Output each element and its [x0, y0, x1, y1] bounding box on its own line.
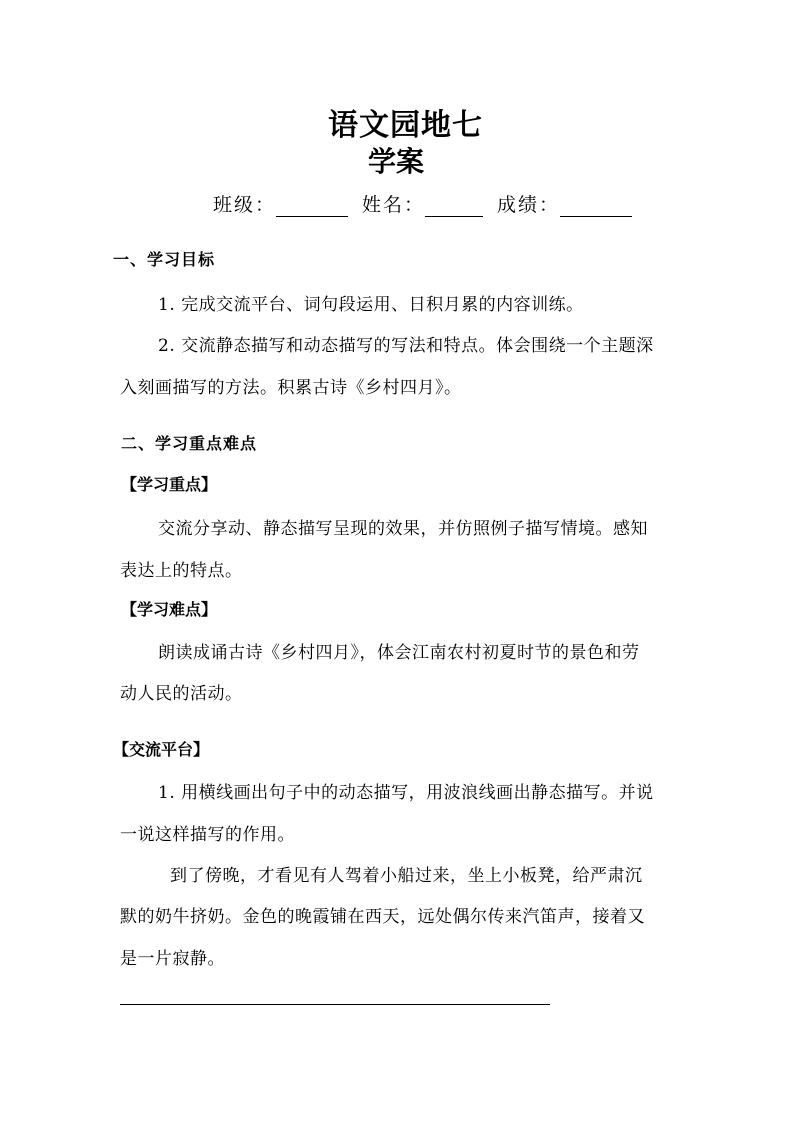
objective-item-2-line-1: 2. 交流静态描写和动态描写的写法和特点。体会围绕一个主题深 — [158, 336, 654, 356]
difficulty-label: 【学习难点】 — [121, 600, 218, 619]
doc-title: 语文园地七 — [328, 108, 483, 143]
doc-subtitle: 学案 — [368, 145, 425, 178]
difficulty-line-2: 动人民的活动。 — [120, 684, 243, 704]
key-point-label: 【学习重点】 — [121, 475, 218, 494]
difficulty-line-1: 朗读成诵古诗《乡村四月》，体会江南农村初夏时节的景色和劳 — [158, 643, 640, 663]
section-heading-objectives: 一、学习目标 — [113, 250, 216, 269]
question-1-line-1: 1. 用横线画出句子中的动态描写，用波浪线画出静态描写。并说 — [158, 783, 654, 803]
score-blank[interactable] — [560, 196, 632, 217]
class-label: 班级： — [213, 194, 277, 216]
section-heading-key-points: 二、学习重点难点 — [121, 434, 258, 453]
key-point-line-2: 表达上的特点。 — [120, 561, 243, 581]
student-info-row — [213, 190, 632, 217]
passage-line-1: 到了傍晚，才看见有人驾着小船过来，坐上小板凳，给严肃沉 — [170, 866, 643, 886]
name-label: 姓名： — [362, 194, 426, 216]
key-point-line-1: 交流分享动、静态描写呈现的效果，并仿照例子描写情境。感知 — [158, 519, 648, 539]
class-blank[interactable] — [276, 196, 348, 217]
question-1-line-2: 一说这样描写的作用。 — [120, 825, 295, 845]
objective-item-1: 1. 完成交流平台、词句段运用、日积月累的内容训练。 — [158, 295, 584, 315]
objective-item-2-line-2: 入刻画描写的方法。积累古诗《乡村四月》。 — [120, 378, 462, 398]
answer-line[interactable] — [120, 1004, 550, 1005]
name-blank[interactable] — [425, 196, 483, 217]
passage-line-3: 是一片寂静。 — [120, 949, 225, 969]
score-label: 成绩： — [497, 194, 561, 216]
passage-line-2: 默的奶牛挤奶。金色的晚霞铺在西天，远处偶尔传来汽笛声，接着又 — [120, 907, 645, 927]
section-heading-exchange-platform: 【交流平台】 — [113, 740, 210, 759]
